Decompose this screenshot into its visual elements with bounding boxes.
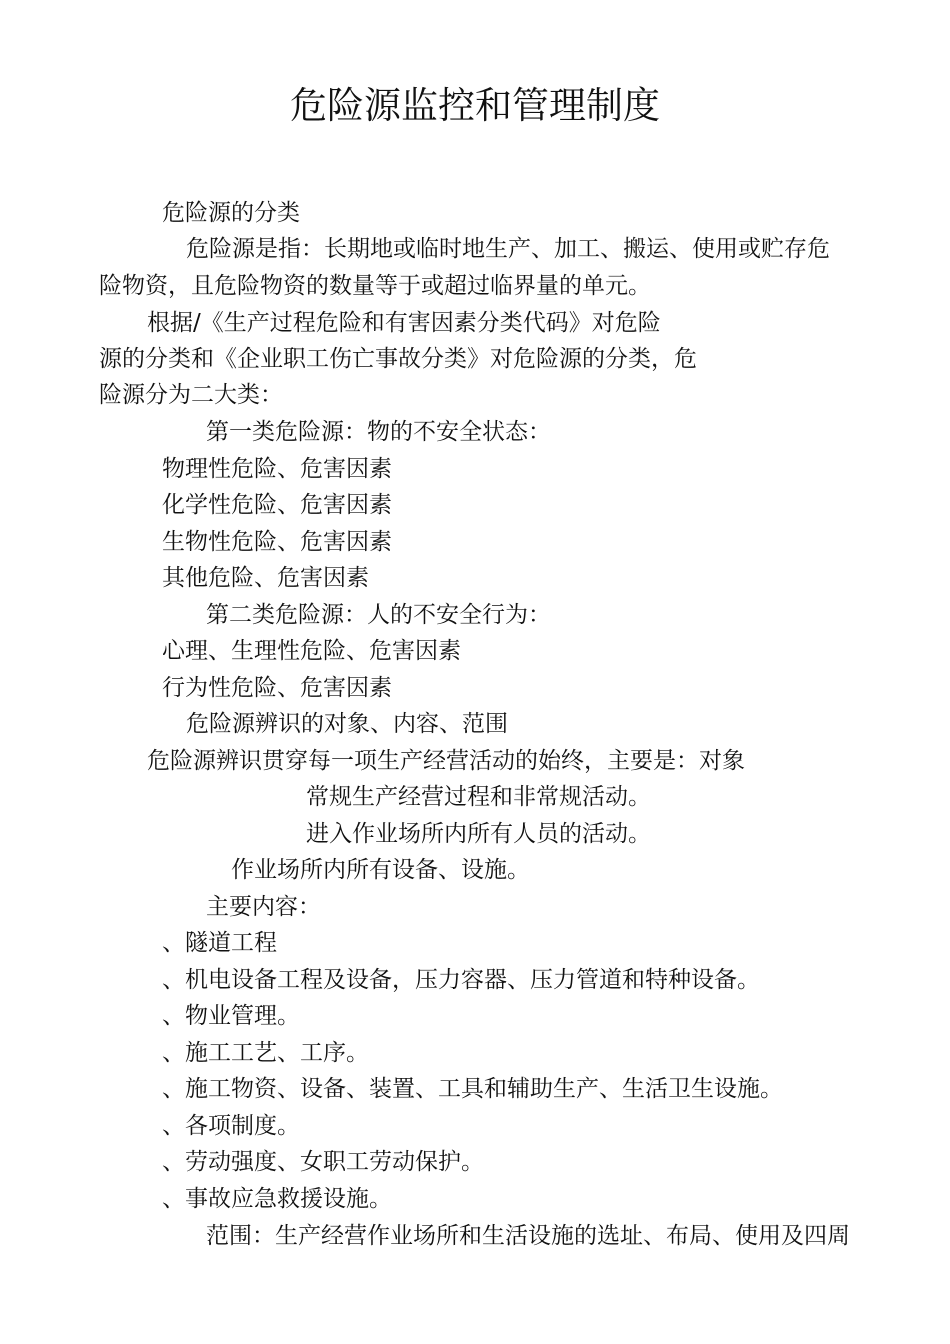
list-item: 心理、生理性危险、危害因素	[162, 638, 461, 664]
subheading-main-content: 主要内容：	[206, 894, 321, 920]
list-item: 、物业管理。	[162, 1003, 300, 1029]
list-item: 进入作业场所内所有人员的活动。	[306, 821, 651, 847]
paragraph-line: 危险源是指：长期地或临时地生产、加工、搬运、使用或贮存危	[186, 236, 830, 262]
paragraph-line: 根据/《生产过程危险和有害因素分类代码》对危险	[147, 310, 661, 336]
list-item: 物理性危险、危害因素	[162, 456, 392, 482]
document-title: 危险源监控和管理制度	[290, 84, 660, 127]
section-heading-identification: 危险源辨识的对象、内容、范围	[186, 711, 508, 737]
section-heading-classification: 危险源的分类	[162, 200, 300, 226]
list-item: 生物性危险、危害因素	[162, 529, 392, 555]
paragraph-line: 危险源辨识贯穿每一项生产经营活动的始终，主要是：对象	[147, 748, 745, 774]
list-item: 作业场所内所有设备、设施。	[231, 857, 530, 883]
category-heading-first: 第一类危险源：物的不安全状态：	[206, 419, 551, 445]
category-heading-second: 第二类危险源：人的不安全行为：	[206, 602, 551, 628]
list-item: 、机电设备工程及设备，压力容器、压力管道和特种设备。	[162, 967, 760, 993]
paragraph-line-scope: 范围：生产经营作业场所和生活设施的选址、布局、使用及四周	[206, 1223, 850, 1249]
list-item: 其他危险、危害因素	[162, 565, 369, 591]
paragraph-line: 险源分为二大类：	[99, 382, 283, 408]
list-item: 常规生产经营过程和非常规活动。	[306, 784, 651, 810]
list-item: 、各项制度。	[162, 1113, 300, 1139]
list-item: 、劳动强度、女职工劳动保护。	[162, 1149, 484, 1175]
list-item: 、施工物资、设备、装置、工具和辅助生产、生活卫生设施。	[162, 1076, 783, 1102]
paragraph-line: 源的分类和《企业职工伤亡事故分类》对危险源的分类，危	[99, 346, 697, 372]
list-item: 行为性危险、危害因素	[162, 675, 392, 701]
list-item: 化学性危险、危害因素	[162, 492, 392, 518]
paragraph-line: 险物资，且危险物资的数量等于或超过临界量的单元。	[99, 273, 651, 299]
list-item: 、事故应急救援设施。	[162, 1186, 392, 1212]
list-item: 、隧道工程	[162, 930, 277, 956]
list-item: 、施工工艺、工序。	[162, 1040, 369, 1066]
